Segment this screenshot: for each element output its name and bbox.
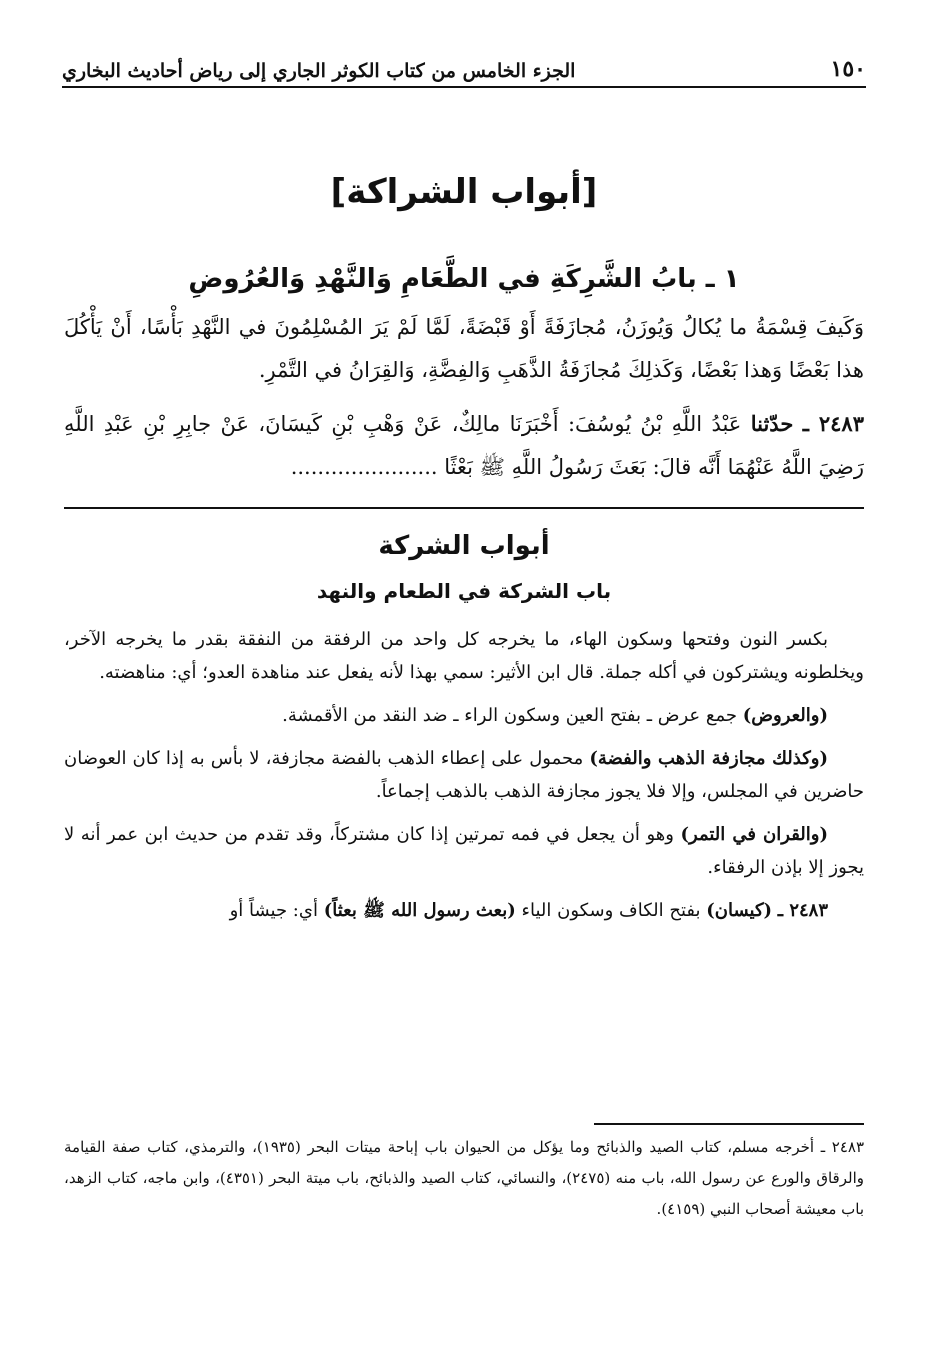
sharh-explanation: جمع عرض ـ بفتح العين وسكون الراء ـ ضد النقد من الأقمشة.: [282, 705, 737, 726]
running-header: [62, 48, 866, 88]
footnote-divider: [594, 1123, 864, 1125]
sharh-hadith-number: ٢٤٨٣ ـ: [777, 900, 828, 921]
hadith-opening: حدّثنا: [750, 411, 794, 436]
hadith-body: عَبْدُ اللَّهِ بْنُ يُوسُفَ: أَخْبَرَنَا مالِكٌ، عَنْ وَهْبِ بْنِ كَيسَانَ، عَنْ جابِرِ بْنِ عَبْدِ اللَّهِ رَضِيَ اللَّهُ عَنْهُمَا أَنَّه قالَ: بَعَثَ رَسُولُ اللَّهِ ﷺ بَعْثًا ......................: [64, 412, 864, 479]
sharh-title: أبواب الشركة: [378, 531, 550, 561]
sharh-explanation: أي: جيشاً أو: [229, 900, 318, 921]
running-title: الجزء الخامس من كتاب الكوثر الجاري إلى رياض أحاديث البخاري: [62, 60, 576, 82]
sharh-paragraph-1: بكسر النون وفتحها وسكون الهاء، ما يخرجه كل واحد من الرفقة من النفقة بقدر ما يخرجه الآخر، ويخلطونه ويشتركون في أكله جملة. قال ابن الأثير: سمي بهذا لأنه يفعل عند مناهدة العدو؛ أي: مناهضته.: [64, 629, 864, 683]
footnote: ٢٤٨٣ ـ أخرجه مسلم، كتاب الصيد والذبائح وما يؤكل من الحيوان باب إباحة ميتات البحر (١٩٣٥)، والترمذي، كتاب صفة القيامة والرقاق والورع عن رسول الله، باب منه (٢٤٧٥)، والنسائي، كتاب الصيد والذبائح، باب ميتة البحر (٤٣٥١)، وابن ماجه، كتاب الزهد، باب معيشة أصحاب النبي (٤١٥٩).: [64, 1138, 865, 1218]
sharh-paragraph-5: [64, 894, 864, 927]
matn-sharh-divider: [64, 507, 864, 509]
sharh-term: (وكذلك مجازفة الذهب والفضة): [589, 748, 828, 769]
sharh-term: (والقران في التمر): [680, 824, 828, 845]
page-number: ١٥٠: [830, 56, 866, 82]
sharh-paragraph-4: [64, 818, 864, 884]
sharh-paragraph-3: [64, 742, 864, 808]
chapter-matn: وَكَيفَ قِسْمَةُ ما يُكالُ وَيُوزَنُ، مُجازَفَةً أَوْ قَبْضَةً، لَمَّا لَمْ يَرَ المُسْلِمُونَ في النَّهْدِ بَأْسًا، أَنْ يَأْكُلَ هذا بَعْضًا وَهذا بَعْضًا، وَكَذلِكَ مُجازَفَةُ الذَّهَبِ وَالفِضَّةِ، وَالقِرَانُ في التَّمْرِ.: [64, 315, 864, 382]
sharh-explanation: بفتح الكاف وسكون الياء: [521, 900, 701, 921]
book-title: [أبواب الشراكة]: [330, 172, 598, 212]
hadith-text: [64, 402, 864, 489]
main-text: [64, 160, 864, 927]
sharh-explanation: محمول على إعطاء الذهب بالفضة مجازفة، لا بأس به إذا كان العوضان حاضرين في المجلس، وإلا فلا يجوز مجازفة الذهب بالذهب إجماعاً.: [64, 748, 864, 802]
sharh-subtitle: باب الشركة في الطعام والنهد: [316, 579, 612, 603]
sharh-term: (كيسان): [706, 900, 773, 921]
hadith-number: ٢٤٨٣ ـ: [802, 411, 864, 436]
sharh-paragraph-2: [64, 699, 864, 732]
sharh-term: (والعروض): [742, 705, 828, 726]
chapter-heading: ١ ـ بابُ الشَّرِكَةِ في الطَّعَامِ وَالنَّهْدِ وَالعُرُوضِ: [188, 264, 740, 294]
sharh-explanation: وهو أن يجعل في فمه تمرتين إذا كان مشتركاً، وقد تقدم من حديث ابن عمر أنه لا يجوز إلا بإذن الرفقاء.: [64, 824, 864, 878]
sharh-term: (بعث رسول الله ﷺ بعثاً): [323, 900, 516, 921]
